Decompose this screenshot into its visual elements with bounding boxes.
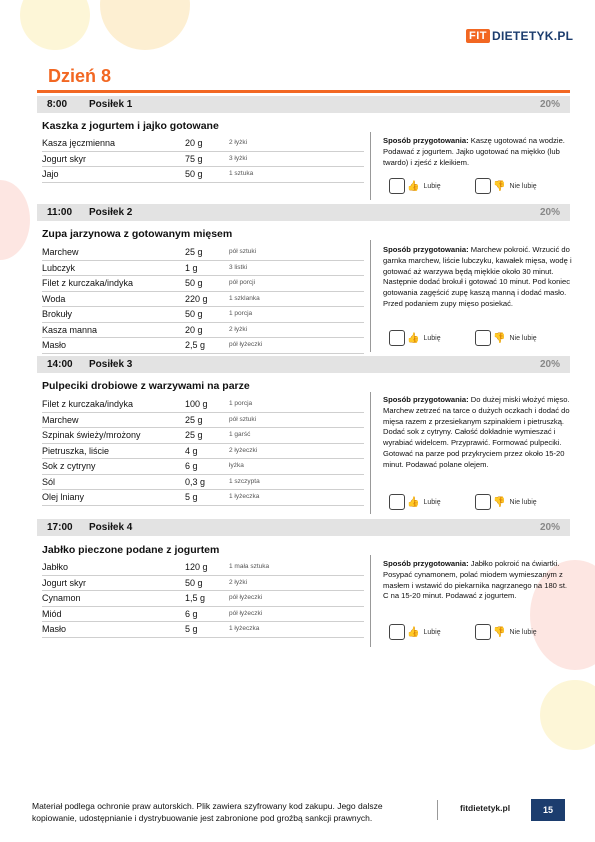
meal-section [37,519,570,649]
ingredient-measure: 3 łyżki [229,154,248,162]
section-divider [370,392,371,514]
dislike-checkbox[interactable] [475,494,491,510]
preparation-label: Sposób przygotowania: [383,136,469,145]
ingredient-row [42,152,364,168]
day-title: Dzień 8 [48,66,112,86]
ingredient-name: Miód [42,608,62,619]
ingredient-name: Kasza manna [42,324,98,335]
meal-section [37,356,570,516]
dish-title: Kaszka z jogurtem i jajko gotowane [42,120,219,132]
ingredient-measure: 1 szczypta [229,477,260,485]
ingredient-name: Masło [42,624,67,634]
section-divider [370,555,371,647]
dish-title: Zupa jarzynowa z gotowanym mięsem [42,228,233,240]
ingredient-name: Lubczyk [42,262,76,273]
ingredient-quantity: 4 g [185,445,198,456]
dislike-label: Nie lubię [509,498,537,506]
dislike-checkbox[interactable] [475,624,491,640]
ingredient-row [42,292,364,308]
meal-header [37,519,570,536]
ingredient-name: Filet z kurczaka/indyka [42,399,134,409]
ingredient-name: Kasza jęczmienna [42,138,116,148]
logo-fit: FIT [466,29,490,43]
thumbs-down-icon: 👎 [493,332,506,344]
ingredient-quantity: 25 g [185,430,203,440]
ingredient-measure: 2 łyżki [229,578,248,586]
meal-header [37,356,570,373]
ingredient-quantity: 0,3 g [185,476,206,487]
preparation-text [383,559,573,602]
preparation-body: Do dużej miski włożyć mięso. Marchew zetrzeć na tarce o dużych oczkach i dodać do mięsa razem z przesiekanym szpinakiem i pietruszką. Dodać sok z cytryny. Całość dokładnie wymieszać i wyrabiać widelcem. Przyprawić. Formować pulpeciki. Gotować na parze pod przykryciem przez około 15-20 minut. Podawać polane olejem. [383,395,570,469]
ingredient-quantity: 120 g [185,562,208,572]
dislike-option[interactable] [475,494,537,510]
dislike-label: Nie lubię [509,182,537,190]
dislike-checkbox[interactable] [475,178,491,194]
ingredient-row [42,560,364,576]
dish-title: Pulpeciki drobiowe z warzywami na parze [42,380,250,392]
rating-controls [389,178,579,194]
preparation-text [383,245,573,310]
meal-name: Posiłek 3 [89,359,133,370]
ingredient-row [42,323,364,339]
ingredient-measure: pół łyżeczki [229,609,263,617]
preparation-body: Marchew pokroić. Wrzucić do garnka marchew, liście lubczyku, kawałek mięsa, wodę i gotować aż warzywa będą miękkie około 30 minut. Następnie dodać brokuł i gotować 10 minut. Pod koniec gotowania zagęścić zupę kaszą manną i dodać masło. Przed podaniem zupy mięso posiekać. [383,245,572,308]
ingredient-measure: 1 porcja [229,400,253,407]
background-lemon-decoration [20,0,90,50]
thumbs-down-icon: 👎 [493,496,506,508]
background-orange-decoration [100,0,190,50]
ingredient-row [42,428,364,444]
preparation-body: Jabłko pokroić na ćwiartki. Posypać cynamonem, polać miodem wymieszanym z masłem i wstawić do piekarnika nagrzanego na 180 st. C na 15-20 minut. Podawać z jogurtem. [383,559,568,601]
ingredient-name: Marchew [42,247,79,257]
meal-percent: 20% [539,359,560,370]
ingredient-measure: 1 łyżeczka [229,493,260,500]
ingredient-name: Szpinak świeży/mrożony [42,430,141,440]
ingredient-measure: 2 łyżki [229,325,248,333]
ingredient-name: Jogurt skyr [42,153,87,164]
ingredient-name: Jajo [42,169,59,179]
ingredient-measure: 1 łyżeczka [229,625,260,632]
preparation-text [383,136,573,168]
like-checkbox[interactable] [389,494,405,510]
meal-name: Posiłek 2 [89,207,133,218]
rating-controls [389,330,579,346]
meal-percent: 20% [539,522,560,533]
ingredient-quantity: 25 g [185,247,203,257]
ingredient-row [42,307,364,323]
like-label: Lubię [423,628,441,636]
section-divider [370,240,371,352]
title-underline [37,90,570,93]
ingredient-row [42,261,364,277]
ingredient-measure: 1 sztuka [229,170,254,177]
ingredient-measure: pół łyżeczki [229,341,263,348]
like-label: Lubię [423,182,441,190]
section-divider [370,132,371,200]
ingredient-row [42,475,364,491]
ingredient-table [42,136,364,183]
ingredient-name: Olej lniany [42,492,85,502]
ingredient-measure: pół porcji [229,279,256,286]
ingredient-row [42,245,364,261]
ingredient-row [42,136,364,152]
ingredient-quantity: 1,5 g [185,593,206,603]
ingredient-row [42,413,364,429]
like-option[interactable] [389,178,441,194]
meal-time: 8:00 [47,99,68,110]
ingredient-quantity: 50 g [185,577,203,588]
thumbs-up-icon: 👍 [407,496,420,508]
ingredient-measure: 1 garść [229,431,251,438]
meal-header [37,204,570,221]
ingredient-name: Jabłko [42,562,69,572]
ingredient-quantity: 25 g [185,414,203,425]
ingredient-quantity: 5 g [185,492,198,502]
preparation-label: Sposób przygotowania: [383,559,469,568]
thumbs-down-icon: 👎 [493,180,506,192]
ingredient-measure: pół sztuki [229,248,257,255]
ingredient-quantity: 20 g [185,324,203,335]
ingredient-row [42,591,364,607]
dish-title: Jabłko pieczone podane z jogurtem [42,544,220,556]
dislike-option[interactable] [475,330,537,346]
ingredient-measure: 1 szklanka [229,294,260,302]
like-checkbox[interactable] [389,624,405,640]
ingredient-measure: 2 łyżki [229,139,248,146]
ingredient-measure: 3 listki [229,263,248,271]
ingredient-row [42,276,364,292]
rating-controls [389,494,579,510]
ingredient-row [42,167,364,183]
footer-website-link[interactable]: fitdietetyk.pl [460,803,511,813]
ingredient-quantity: 50 g [185,309,203,319]
background-lemon-decoration [540,680,595,750]
ingredient-measure: 2 łyżeczki [229,446,258,454]
ingredient-quantity: 50 g [185,278,203,288]
brand-logo [466,29,573,43]
ingredient-table [42,397,364,506]
ingredient-measure: pół sztuki [229,415,257,423]
ingredient-measure: łyżka [229,462,244,469]
meal-name: Posiłek 4 [89,522,133,533]
ingredient-name: Woda [42,293,66,304]
thumbs-up-icon: 👍 [407,332,420,344]
preparation-label: Sposób przygotowania: [383,395,469,404]
like-option[interactable] [389,494,441,510]
ingredient-quantity: 6 g [185,461,198,471]
ingredient-quantity: 100 g [185,399,208,409]
ingredient-row [42,397,364,413]
like-label: Lubię [423,498,441,506]
footer-divider [437,800,438,820]
ingredient-row [42,490,364,506]
thumbs-up-icon: 👍 [407,626,420,638]
ingredient-quantity: 1 g [185,262,198,273]
meal-section [37,204,570,352]
preparation-label: Sposób przygotowania: [383,245,469,254]
ingredient-name: Marchew [42,414,79,425]
meal-name: Posiłek 1 [89,99,133,110]
like-label: Lubię [423,334,441,342]
ingredient-name: Cynamon [42,593,81,603]
preparation-text [383,395,573,471]
thumbs-down-icon: 👎 [493,626,506,638]
like-checkbox[interactable] [389,330,405,346]
ingredient-table [42,245,364,354]
ingredient-name: Brokuły [42,309,73,319]
dislike-option[interactable] [475,624,537,640]
logo-name: DIETETYK.PL [492,29,574,43]
meal-section [37,96,570,204]
like-option[interactable] [389,624,441,640]
ingredient-quantity: 220 g [185,293,208,304]
ingredient-row [42,444,364,460]
ingredient-name: Pietruszka, liście [42,445,110,456]
preparation-body: Kaszę ugotować na wodzie. Podawać z jogurtem. Jajko ugotować na miękko (lub twardo) i zjeść z kleikiem. [383,136,565,167]
meal-percent: 20% [539,99,560,110]
ingredient-name: Filet z kurczaka/indyka [42,278,134,288]
dislike-label: Nie lubię [509,334,537,342]
dislike-option[interactable] [475,178,537,194]
thumbs-up-icon: 👍 [407,180,420,192]
dislike-label: Nie lubię [509,628,537,636]
dislike-checkbox[interactable] [475,330,491,346]
ingredient-row [42,338,364,354]
ingredient-name: Sól [42,476,56,487]
meal-time: 17:00 [47,522,73,533]
ingredient-name: Jogurt skyr [42,577,87,588]
ingredient-quantity: 75 g [185,153,203,164]
like-checkbox[interactable] [389,178,405,194]
ingredient-measure: 1 porcja [229,310,253,317]
ingredient-quantity: 2,5 g [185,340,206,350]
like-option[interactable] [389,330,441,346]
ingredient-quantity: 20 g [185,138,203,148]
ingredient-measure: 1 mała sztuka [229,563,270,570]
meal-percent: 20% [539,207,560,218]
ingredient-name: Sok z cytryny [42,461,96,471]
meal-header [37,96,570,113]
ingredient-table [42,560,364,638]
ingredient-quantity: 6 g [185,608,198,619]
rating-controls [389,624,579,640]
meal-time: 11:00 [47,207,73,218]
page-number: 15 [531,799,565,821]
ingredient-measure: pół łyżeczki [229,594,263,601]
ingredient-row [42,622,364,638]
meal-time: 14:00 [47,359,73,370]
ingredient-row [42,459,364,475]
ingredient-quantity: 50 g [185,169,203,179]
copyright-notice: Materiał podlega ochronie praw autorskich. Plik zawiera szyfrowany kod zakupu. Jego dalsze kopiowanie, udostępnianie i dystrybuowanie jest zabronione pod groźbą sankcji prawnych. [32,801,383,823]
background-grapefruit-decoration [0,180,30,260]
ingredient-row [42,576,364,592]
ingredient-row [42,607,364,623]
ingredient-quantity: 5 g [185,624,198,634]
ingredient-name: Masło [42,340,67,350]
